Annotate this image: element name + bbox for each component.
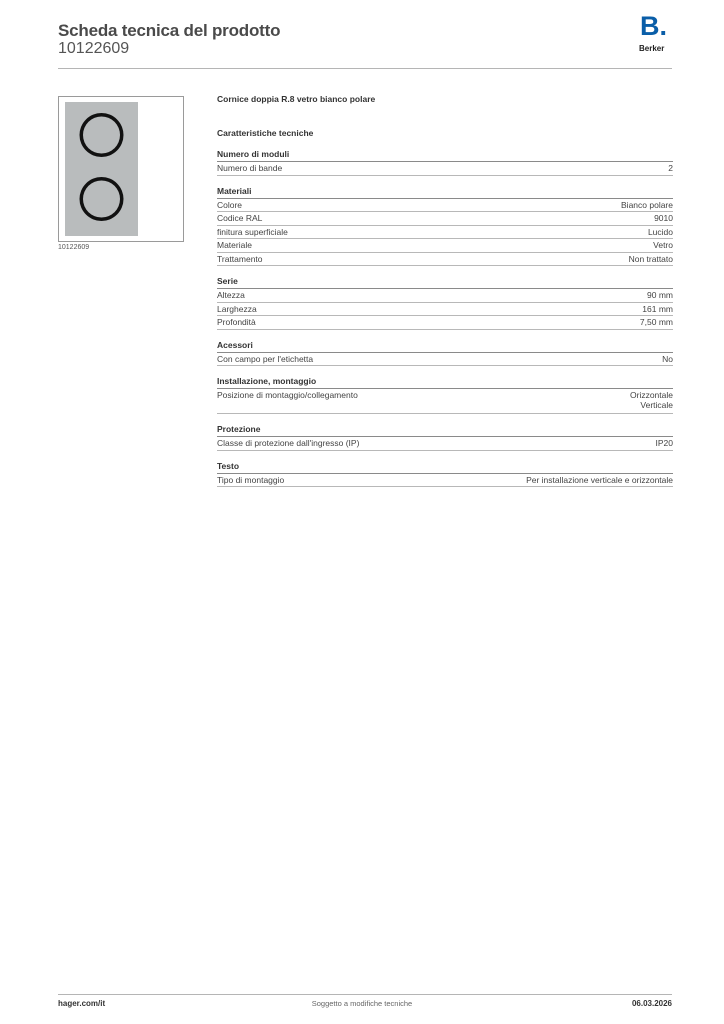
spec-row <box>217 253 673 267</box>
spec-value <box>630 390 673 410</box>
spec-row <box>217 289 673 303</box>
spec-group <box>217 149 673 176</box>
spec-group <box>217 376 673 414</box>
spec-label: Altezza <box>217 290 245 300</box>
spec-heading: Caratteristiche tecniche <box>217 128 314 138</box>
spec-row <box>217 212 673 226</box>
footer-website: hager.com/it <box>58 999 106 1008</box>
group-title: Materiali <box>217 186 673 199</box>
spec-row <box>217 199 673 213</box>
group-title: Acessori <box>217 340 673 353</box>
spec-group <box>217 461 673 488</box>
spec-label: Trattamento <box>217 253 263 264</box>
spec-value-line: Orizzontale <box>630 390 673 400</box>
spec-label: Profondità <box>217 317 256 327</box>
spec-value: Lucido <box>647 226 673 237</box>
spec-value: No <box>662 353 673 364</box>
double-frame-illustration <box>59 97 183 241</box>
spec-label: Posizione di montaggio/collegamento <box>217 390 358 400</box>
spec-group <box>217 186 673 267</box>
spec-label: Con campo per l'etichetta <box>217 353 314 364</box>
spec-row <box>217 303 673 317</box>
spec-row <box>217 162 673 176</box>
spec-row <box>217 353 673 367</box>
spec-value: Non trattato <box>628 253 673 264</box>
spec-value: Per installazione verticale e orizzontale <box>526 474 673 485</box>
group-title: Numero di moduli <box>217 149 673 162</box>
spec-value-line: Verticale <box>640 400 673 410</box>
header-divider <box>58 68 672 69</box>
berker-logo <box>636 11 674 55</box>
spec-value: 2 <box>668 163 673 173</box>
product-image <box>58 96 184 242</box>
page-title: Scheda tecnica del prodotto <box>58 21 281 40</box>
group-title: Serie <box>217 276 673 289</box>
group-title: Protezione <box>217 424 673 437</box>
spec-label: Tipo di montaggio <box>217 474 285 485</box>
logo-text: Berker <box>639 44 665 53</box>
product-name: Cornice doppia R.8 vetro bianco polare <box>217 94 376 104</box>
product-code: 10122609 <box>58 40 130 57</box>
spec-label: Larghezza <box>217 303 257 314</box>
spec-value: 7,50 mm <box>639 317 673 327</box>
spec-value: 161 mm <box>642 303 673 314</box>
spec-label: Colore <box>217 199 243 210</box>
spec-group <box>217 276 673 330</box>
spec-group <box>217 424 673 451</box>
footer-disclaimer: Soggetto a modifiche tecniche <box>311 999 413 1008</box>
group-title: Testo <box>217 461 673 474</box>
spec-label: Materiale <box>217 240 252 250</box>
spec-row <box>217 226 673 240</box>
spec-row <box>217 474 673 488</box>
footer-date: 06.03.2026 <box>631 999 672 1008</box>
spec-value: 9010 <box>654 213 673 223</box>
spec-label: finitura superficiale <box>217 226 288 237</box>
spec-content <box>217 94 673 497</box>
footer-divider <box>58 994 672 995</box>
spec-value: 90 mm <box>647 290 673 300</box>
group-title: Installazione, montaggio <box>217 376 673 389</box>
spec-label: Classe di protezione dall'ingresso (IP) <box>217 438 360 448</box>
spec-group <box>217 340 673 367</box>
image-caption: 10122609 <box>58 244 90 251</box>
spec-value: IP20 <box>655 438 673 448</box>
logo-mark: B. <box>640 11 667 41</box>
spec-label: Numero di bande <box>217 163 283 173</box>
spec-value: Bianco polare <box>621 199 673 210</box>
spec-row <box>217 389 673 414</box>
spec-row <box>217 316 673 330</box>
spec-row <box>217 437 673 451</box>
spec-value: Vetro <box>653 240 673 250</box>
spec-row <box>217 239 673 253</box>
spec-label: Codice RAL <box>217 213 263 223</box>
